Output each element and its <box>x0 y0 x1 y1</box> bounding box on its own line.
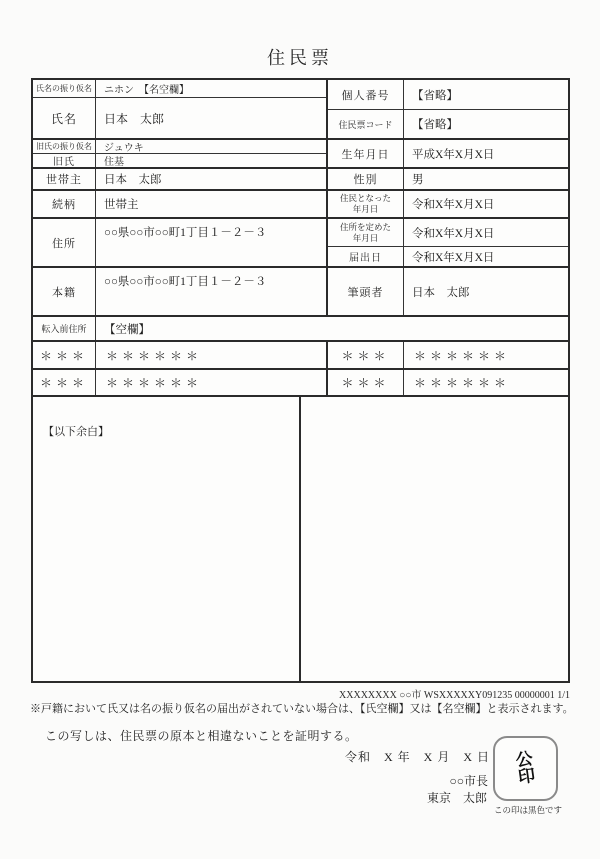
official-seal-icon <box>493 736 558 801</box>
notification-date-value: 令和X年X月X日 <box>412 251 495 264</box>
sex-value: 男 <box>412 174 424 186</box>
row-juminhyo-code <box>328 110 568 140</box>
row-name <box>33 98 326 140</box>
personal-number-label: 個人番号 <box>328 80 404 109</box>
row-personal-number <box>328 80 568 110</box>
address-set-date-label <box>328 219 404 246</box>
address-set-date-label-line2: 年月日 <box>352 232 379 243</box>
row-prev-address <box>33 317 568 342</box>
row-householder <box>33 169 326 191</box>
row-old-name-kana <box>33 140 326 154</box>
resident-date-label-line1: 住民となった <box>339 193 391 204</box>
honseki-value: ○○県○○市○○町1丁目１－２－３ <box>104 276 267 288</box>
row-honseki <box>33 268 326 315</box>
blank-section <box>33 397 568 681</box>
masked-row2-cell3: ＊＊＊ <box>328 370 404 395</box>
masked-row2-cell1: ＊＊＊ <box>33 370 96 395</box>
row-hittosha <box>328 268 568 315</box>
honseki-label: 本籍 <box>33 268 96 315</box>
masked-row2-cell2: ＊＊＊＊＊＊ <box>96 370 328 395</box>
masked-row-2 <box>33 370 568 397</box>
seal-char-1: 公 <box>514 749 535 771</box>
row-name-kana <box>33 80 326 98</box>
relationship-value: 世帯主 <box>104 199 139 211</box>
furigana-note: ※戸籍において氏又は名の振り仮名の届出がされていない場合は、【氏空欄】又は【名空欄】と表示されます。 <box>30 703 574 715</box>
row-old-name <box>33 154 326 169</box>
issue-date: 令和 X 年 X 月 X 日 <box>345 750 490 764</box>
seal-char-2: 印 <box>516 766 537 788</box>
name-kana-value: ニホン 【名空欄】 <box>104 85 189 96</box>
row-address <box>33 219 326 268</box>
blank-note: 【以下余白】 <box>43 426 109 438</box>
old-name-kana-value: ジュウキ <box>104 143 144 154</box>
blank-section-left <box>33 397 301 681</box>
birth-date-label: 生年月日 <box>328 140 404 167</box>
masked-row-1 <box>33 342 568 370</box>
address-value: ○○県○○市○○町1丁目１－２－３ <box>104 227 267 239</box>
juminhyo-code-value: 【省略】 <box>412 119 458 131</box>
relationship-label: 続柄 <box>33 191 96 217</box>
birth-date-value: 平成X年X月X日 <box>412 148 495 161</box>
row-birth-date <box>328 140 568 169</box>
seal-color-note: この印は黒色です <box>493 805 562 815</box>
name-label: 氏名 <box>33 98 96 138</box>
certification-statement: この写しは、住民票の原本と相違ないことを証明する。 <box>45 729 358 743</box>
old-name-label: 旧氏 <box>33 154 96 167</box>
table-upper-section <box>33 80 568 317</box>
hittosha-label: 筆頭者 <box>328 268 404 315</box>
masked-row1-cell1: ＊＊＊ <box>33 342 96 368</box>
resident-date-value: 令和X年X月X日 <box>412 199 495 211</box>
juminhyo-code-label: 住民票コード <box>328 110 404 138</box>
mayor-name: 東京 太郎 <box>426 791 487 805</box>
sex-label: 性別 <box>328 169 404 189</box>
householder-value: 日本 太郎 <box>104 174 162 186</box>
address-label: 住所 <box>33 219 96 266</box>
personal-number-value: 【省略】 <box>412 89 458 102</box>
prev-address-value: 【空欄】 <box>104 323 150 336</box>
table-left-half <box>33 80 328 315</box>
row-address-set-date <box>328 219 568 247</box>
prev-address-label: 転入前住所 <box>33 317 96 340</box>
row-notification-date <box>328 247 568 268</box>
name-kana-label: 氏名の振り仮名 <box>33 80 96 97</box>
hittosha-value: 日本 太郎 <box>412 286 470 299</box>
notification-date-label: 届出日 <box>328 247 404 266</box>
row-resident-date <box>328 191 568 219</box>
masked-row1-cell3: ＊＊＊ <box>328 342 404 368</box>
row-relationship <box>33 191 326 219</box>
page-title: 住民票 <box>267 48 333 68</box>
mayor-title: ○○市長 <box>449 774 488 788</box>
table-right-half <box>328 80 568 315</box>
juminhyo-table <box>31 78 570 683</box>
address-set-date-value: 令和X年X月X日 <box>412 227 495 240</box>
resident-date-label <box>328 191 404 217</box>
masked-row1-cell4: ＊＊＊＊＊＊ <box>414 348 511 363</box>
masked-row2-cell4: ＊＊＊＊＊＊ <box>414 376 511 390</box>
official-seal-text <box>515 750 537 787</box>
resident-date-label-line2: 年月日 <box>352 204 379 214</box>
old-name-kana-label: 旧氏の振り仮名 <box>33 140 96 153</box>
name-value: 日本 太郎 <box>104 111 165 126</box>
masked-row1-cell2: ＊＊＊＊＊＊ <box>96 342 328 368</box>
address-set-date-label-line1: 住所を定めた <box>339 221 391 232</box>
householder-label: 世帯主 <box>33 169 96 189</box>
row-sex <box>328 169 568 191</box>
blank-section-right <box>301 397 568 681</box>
old-name-value: 住基 <box>104 157 124 168</box>
document-id: XXXXXXXX ○○市 WSXXXXXY091235 00000001 1/1 <box>339 690 570 701</box>
